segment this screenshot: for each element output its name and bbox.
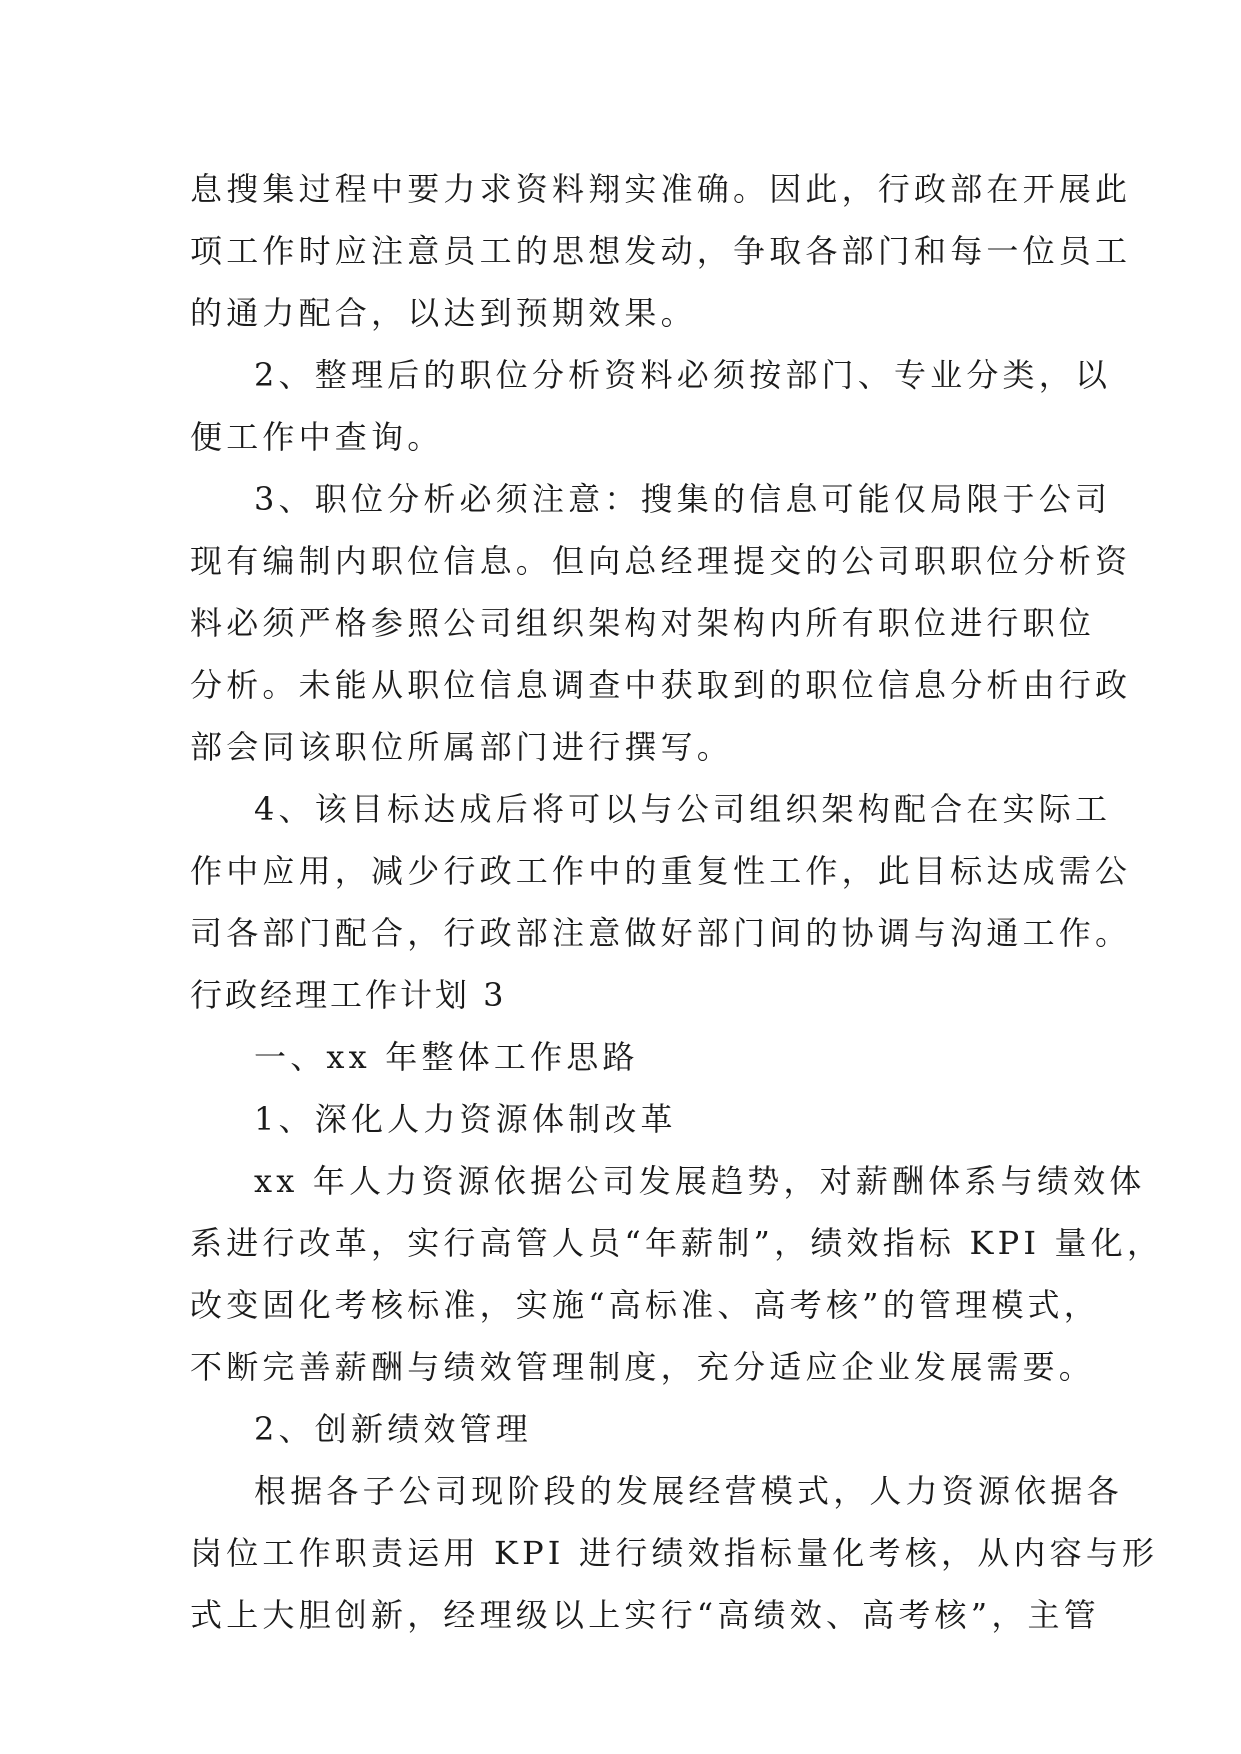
paragraph-line: 2、整理后的职位分析资料必须按部门、专业分类，以	[254, 356, 1112, 394]
subsection-heading: 2、创新绩效管理	[254, 1410, 532, 1448]
paragraph-line: 便工作中查询。	[190, 418, 444, 456]
paragraph-line: xx 年人力资源依据公司发展趋势，对薪酬体系与绩效体	[254, 1162, 1146, 1200]
subsection-heading: 1、深化人力资源体制改革	[254, 1100, 677, 1138]
paragraph-line: 作中应用，减少行政工作中的重复性工作，此目标达成需公	[190, 852, 1132, 890]
paragraph-line: 根据各子公司现阶段的发展经营模式，人力资源依据各	[254, 1472, 1123, 1510]
paragraph-line: 3、职位分析必须注意：搜集的信息可能仅局限于公司	[254, 480, 1112, 518]
document-body	[190, 158, 1164, 1646]
paragraph-line: 岗位工作职责运用 KPI 进行绩效指标量化考核，从内容与形	[190, 1534, 1159, 1572]
paragraph-line: 4、该目标达成后将可以与公司组织架构配合在实际工	[254, 790, 1112, 828]
paragraph-line: 部会同该职位所属部门进行撰写。	[190, 728, 734, 766]
paragraph-line: 改变固化考核标准，实施“高标准、高考核”的管理模式，	[190, 1286, 1100, 1324]
paragraph-line: 式上大胆创新，经理级以上实行“高绩效、高考核”，主管	[190, 1596, 1100, 1634]
paragraph-line: 系进行改革，实行高管人员“年薪制”，绩效指标 KPI 量化，	[190, 1224, 1164, 1262]
paragraph-line: 司各部门配合，行政部注意做好部门间的协调与沟通工作。	[190, 914, 1132, 952]
paragraph-line: 料必须严格参照公司组织架构对架构内所有职位进行职位	[190, 604, 1096, 642]
paragraph-line: 项工作时应注意员工的思想发动，争取各部门和每一位员工	[190, 232, 1132, 270]
paragraph-line: 息搜集过程中要力求资料翔实准确。因此，行政部在开展此	[190, 170, 1132, 208]
paragraph-line: 分析。未能从职位信息调查中获取到的职位信息分析由行政	[190, 666, 1132, 704]
paragraph-line: 的通力配合，以达到预期效果。	[190, 294, 697, 332]
section-heading: 一、xx 年整体工作思路	[254, 1038, 639, 1076]
paragraph-line: 不断完善薪酬与绩效管理制度，充分适应企业发展需要。	[190, 1348, 1096, 1386]
section-title: 行政经理工作计划 3	[190, 976, 507, 1014]
paragraph-line: 现有编制内职位信息。但向总经理提交的公司职职位分析资	[190, 542, 1132, 580]
